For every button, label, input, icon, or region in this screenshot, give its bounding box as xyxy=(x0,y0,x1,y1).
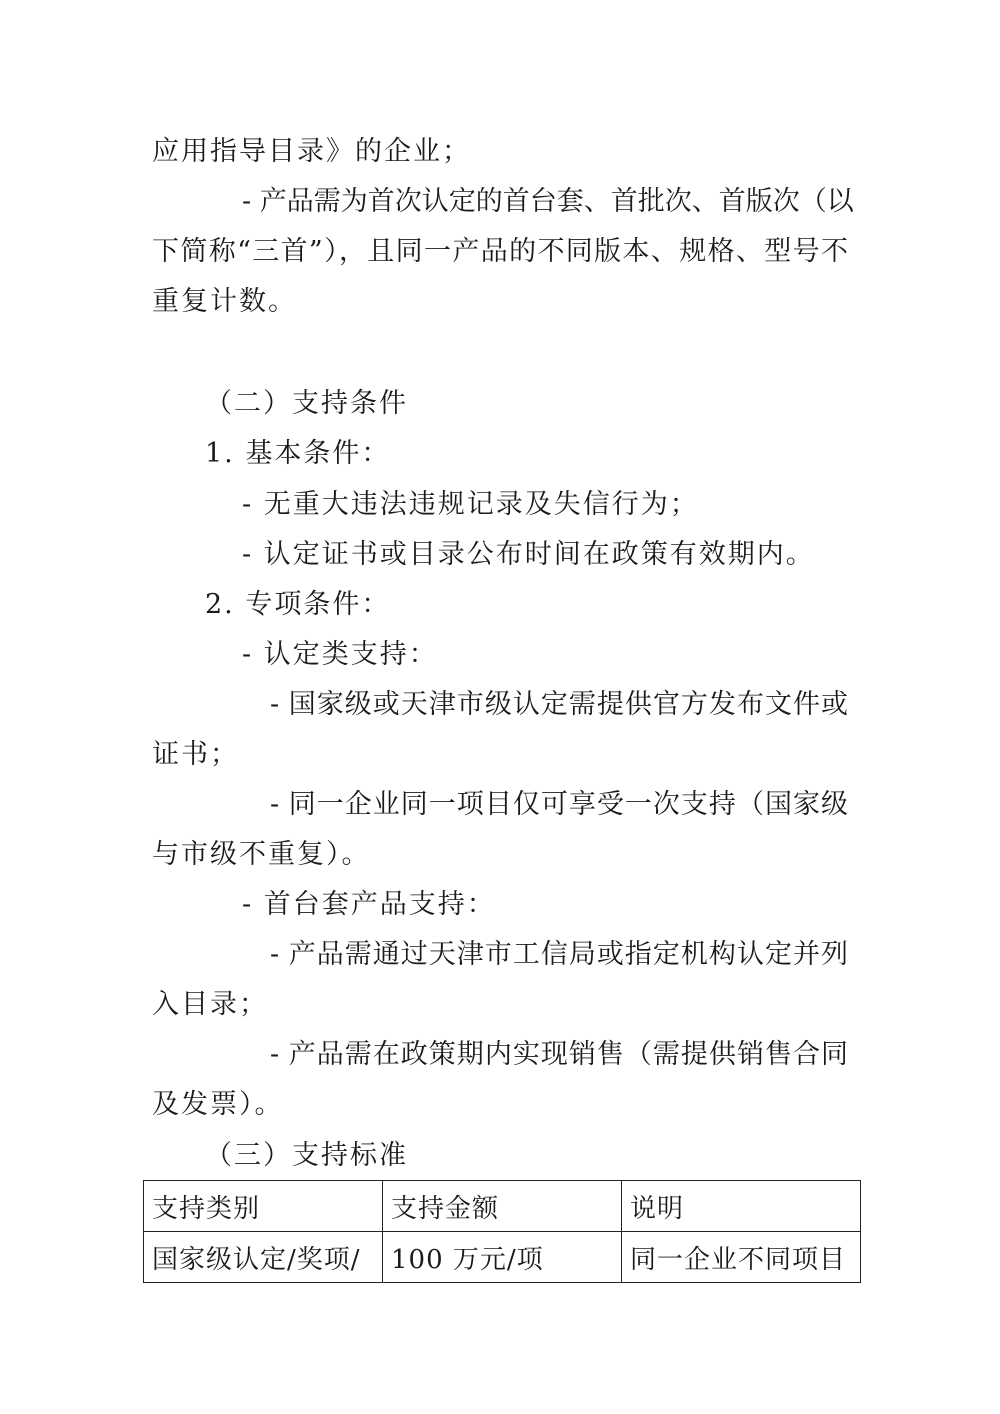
paragraph-line: 下简称“三首”），且同一产品的不同版本、规格、型号不 xyxy=(152,236,848,267)
table-row xyxy=(144,1232,861,1283)
subsection-heading: 1. 基本条件： xyxy=(205,438,391,469)
table-header-cell: 支持金额 xyxy=(383,1181,622,1232)
list-item: - 认定证书或目录公布时间在政策有效期内。 xyxy=(242,539,815,570)
paragraph-line: 与市级不重复）。 xyxy=(152,839,371,870)
section-heading: （二）支持条件 xyxy=(205,388,408,419)
list-item: - 产品需在政策期内实现销售（需提供销售合同 xyxy=(270,1039,848,1070)
paragraph-line: 入目录； xyxy=(152,989,268,1020)
list-item: - 国家级或天津市级认定需提供官方发布文件或 xyxy=(270,689,848,720)
paragraph-line: 及发票）。 xyxy=(152,1089,284,1120)
table-cell: 同一企业不同项目 xyxy=(622,1232,861,1283)
table-cell: 100 万元/项 xyxy=(383,1232,622,1283)
subsection-heading: 2. 专项条件： xyxy=(205,589,391,620)
list-item: - 认定类支持： xyxy=(242,639,438,670)
list-item: - 同一企业同一项目仅可享受一次支持（国家级 xyxy=(270,789,848,820)
table-header-cell: 支持类别 xyxy=(144,1181,383,1232)
table-cell: 国家级认定/奖项/ xyxy=(144,1232,383,1283)
table-header-cell: 说明 xyxy=(622,1181,861,1232)
section-heading: （三）支持标准 xyxy=(205,1140,408,1171)
support-standard-table xyxy=(143,1180,861,1283)
table-header-row xyxy=(144,1181,861,1232)
paragraph-line: 应用指导目录》的企业； xyxy=(152,136,471,167)
list-item: - 无重大违法违规记录及失信行为； xyxy=(242,489,699,520)
list-item: - 产品需通过天津市工信局或指定机构认定并列 xyxy=(270,939,848,970)
paragraph-line: 重复计数。 xyxy=(152,286,297,317)
list-item: - 首台套产品支持： xyxy=(242,889,496,920)
paragraph-line: 证书； xyxy=(152,739,239,770)
paragraph-line: - 产品需为首次认定的首台套、首批次、首版次（以 xyxy=(242,186,854,217)
